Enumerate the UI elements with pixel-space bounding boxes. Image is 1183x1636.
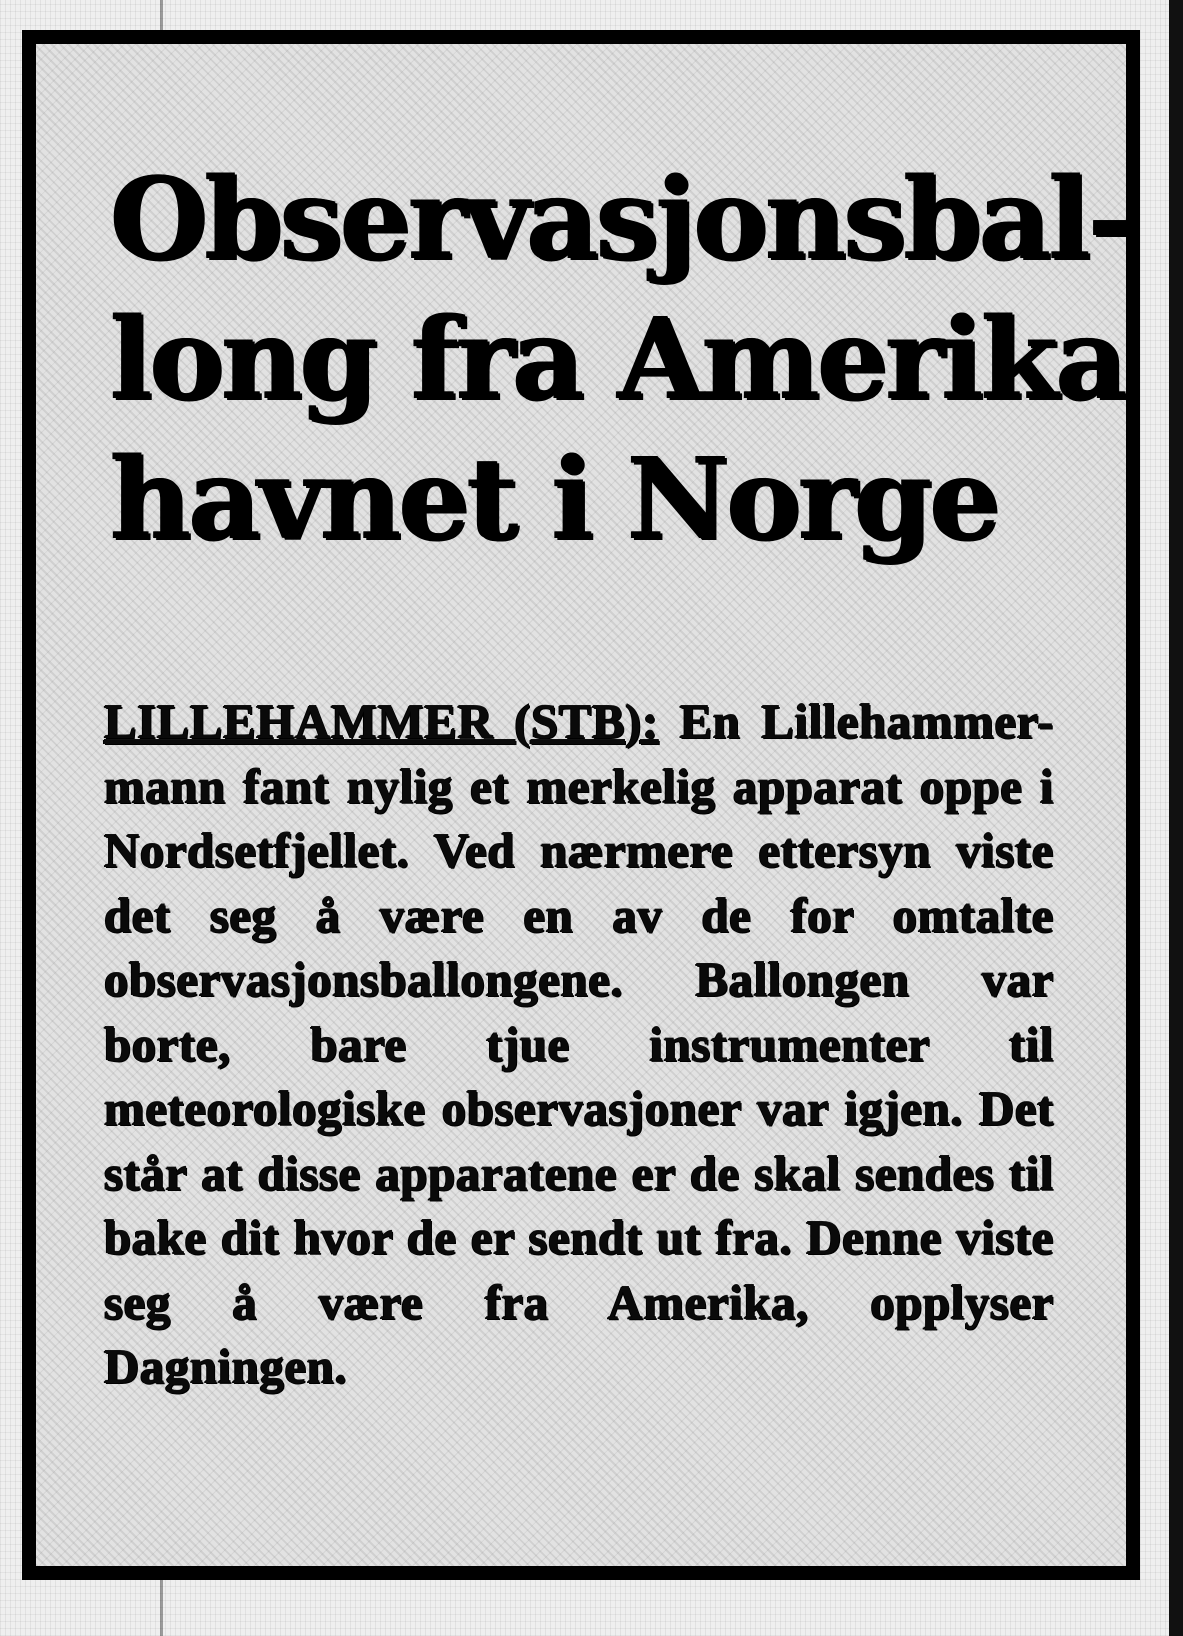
article-body-text: En Lillehammer-mann fant nylig et merkelig apparat oppe i Nordsetfjellet. Ved nærmere ettersyn viste det seg å være en av de for omtalte observasjonsballongene. Ballongen var borte, bare tjue instrumenter til meteorologiske observasjoner var igjen. Det står at disse apparatene er de skal sendes til bake dit hvor de er sendt ut fra. Denne viste seg å være fra Amerika, opplyser Dagningen. <box>104 694 1055 1394</box>
headline-line-1: Observasjonsbal- <box>110 154 1132 285</box>
page-edge <box>1169 0 1183 1636</box>
article-dateline: LILLEHAMMER (STB): <box>104 694 659 749</box>
headline-line-2: long fra Amerika <box>110 294 1126 425</box>
article-headline <box>110 150 1132 570</box>
headline-line-3: havnet i Norge <box>110 434 998 565</box>
article-body <box>104 690 1054 1400</box>
